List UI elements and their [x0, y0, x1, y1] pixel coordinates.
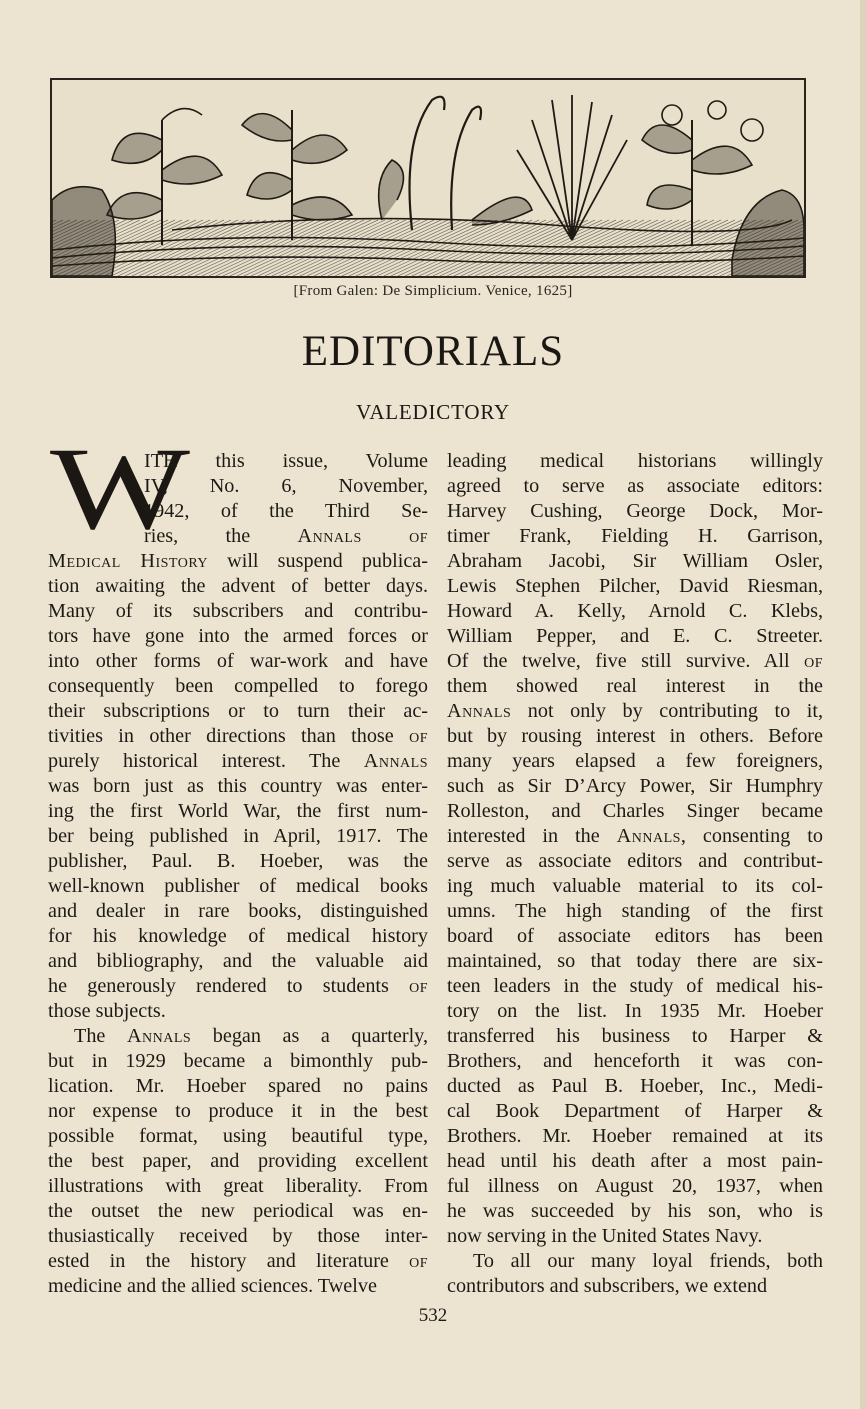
text-line: maintained, so that today there are six- [447, 950, 823, 972]
text-line: was born just as this country was enter- [48, 775, 428, 797]
text-line: Harvey Cushing, George Dock, Mor- [447, 500, 823, 522]
text-line: To all our many loyal friends, both [473, 1250, 823, 1272]
text-line: tory on the list. In 1935 Mr. Hoeber [447, 1000, 823, 1022]
text-line: tors have gone into the armed forces or [48, 625, 428, 647]
text-line: agreed to serve as associate editors: [447, 475, 823, 497]
text-line: teen leaders in the study of medical his- [447, 975, 823, 997]
right-column [447, 449, 823, 1299]
text-line: he was succeeded by his son, who is [447, 1200, 823, 1222]
text-line: but by rousing interest in others. Before [447, 725, 823, 747]
left-column [48, 449, 428, 1299]
text-line: Many of its subscribers and contribu- [48, 600, 428, 622]
text-line: ful illness on August 20, 1937, when [447, 1175, 823, 1197]
text-line: ITH this issue, Volume [144, 450, 428, 472]
text-line: William Pepper, and E. C. Streeter. [447, 625, 823, 647]
text-line: nor expense to produce it in the best [48, 1100, 428, 1122]
text-line: timer Frank, Fielding H. Garrison, [447, 525, 823, 547]
text-line: ber being published in April, 1917. The [48, 825, 428, 847]
page-title: EDITORIALS [301, 328, 565, 375]
text-line: well-known publisher of medical books [48, 875, 428, 897]
text-line: cal Book Department of Harper & [447, 1100, 823, 1122]
text-line: Rolleston, and Charles Singer became [447, 800, 823, 822]
text-line: their subscriptions or to turn their ac- [48, 700, 428, 722]
text-line: contributors and subscribers, we extend [447, 1275, 768, 1297]
text-line: serve as associate editors and contribut- [447, 850, 823, 872]
text-line: Annals not only by contributing to it, [447, 700, 823, 722]
text-line: many years elapsed a few foreigners, [447, 750, 823, 772]
drop-cap-glyph: W [50, 446, 191, 532]
text-line: Lewis Stephen Pilcher, David Riesman, [447, 575, 823, 597]
text-line: tion awaiting the advent of better days. [48, 575, 428, 597]
text-line: board of associate editors has been [447, 925, 823, 947]
text-line: into other forms of war-work and have [48, 650, 428, 672]
text-line: ries, the Annals of [144, 525, 428, 547]
text-line: Howard A. Kelly, Arnold C. Klebs, [447, 600, 823, 622]
woodcut-illustration [50, 78, 806, 278]
page-number: 532 [418, 1305, 448, 1326]
article-title: VALEDICTORY [356, 400, 510, 424]
text-line: and bibliography, and the valuable aid [48, 950, 428, 972]
text-line: ing the first World War, the first num- [48, 800, 428, 822]
text-line: thusiastically received by those inter- [48, 1225, 428, 1247]
text-line: IV, No. 6, November, [144, 475, 428, 497]
text-line: ducted as Paul B. Hoeber, Inc., Medi- [447, 1075, 823, 1097]
figure-caption: [From Galen: De Simplicium. Venice, 1625] [293, 283, 573, 299]
text-line: tivities in other directions than those of [48, 725, 428, 747]
page-edge [860, 0, 866, 1409]
text-line: lication. Mr. Hoeber spared no pains [48, 1075, 428, 1097]
text-line: ested in the history and literature of [48, 1250, 428, 1272]
text-line: transferred his business to Harper & [447, 1025, 823, 1047]
text-line: the outset the new periodical was en- [48, 1200, 428, 1222]
text-line: he generously rendered to students of [48, 975, 428, 997]
text-line: umns. The high standing of the first [447, 900, 823, 922]
text-line: possible format, using beautiful type, [48, 1125, 428, 1147]
text-line: Medical History will suspend publica- [48, 550, 428, 572]
text-line: illustrations with great liberality. From [48, 1175, 428, 1197]
text-line: interested in the Annals, consenting to [447, 825, 823, 847]
text-line: 1942, of the Third Se- [144, 500, 428, 522]
text-line: medicine and the allied sciences. Twelve [48, 1275, 377, 1297]
text-line: Of the twelve, five still survive. All of [447, 650, 823, 672]
text-line: purely historical interest. The Annals [48, 750, 428, 772]
text-line: publisher, Paul. B. Hoeber, was the [48, 850, 428, 872]
text-line: but in 1929 became a bimonthly pub- [48, 1050, 428, 1072]
text-line: such as Sir D’Arcy Power, Sir Humphry [447, 775, 823, 797]
text-line: now serving in the United States Navy. [447, 1225, 763, 1247]
text-line: The Annals began as a quarterly, [74, 1025, 429, 1047]
text-line: Abraham Jacobi, Sir William Osler, [447, 550, 823, 572]
text-line: ing much valuable material to its col- [447, 875, 823, 897]
text-line: them showed real interest in the [447, 675, 823, 697]
text-line: Brothers. Mr. Hoeber remained at its [447, 1125, 823, 1147]
text-line: and dealer in rare books, distinguished [48, 900, 428, 922]
text-line: leading medical historians willingly [447, 450, 823, 472]
text-line: consequently been compelled to forego [48, 675, 428, 697]
text-line: Brothers, and henceforth it was con- [447, 1050, 823, 1072]
text-line: for his knowledge of medical history [48, 925, 428, 947]
text-line: head until his death after a most pain- [447, 1150, 823, 1172]
text-line: those subjects. [48, 1000, 166, 1022]
text-line: the best paper, and providing excellent [48, 1150, 428, 1172]
